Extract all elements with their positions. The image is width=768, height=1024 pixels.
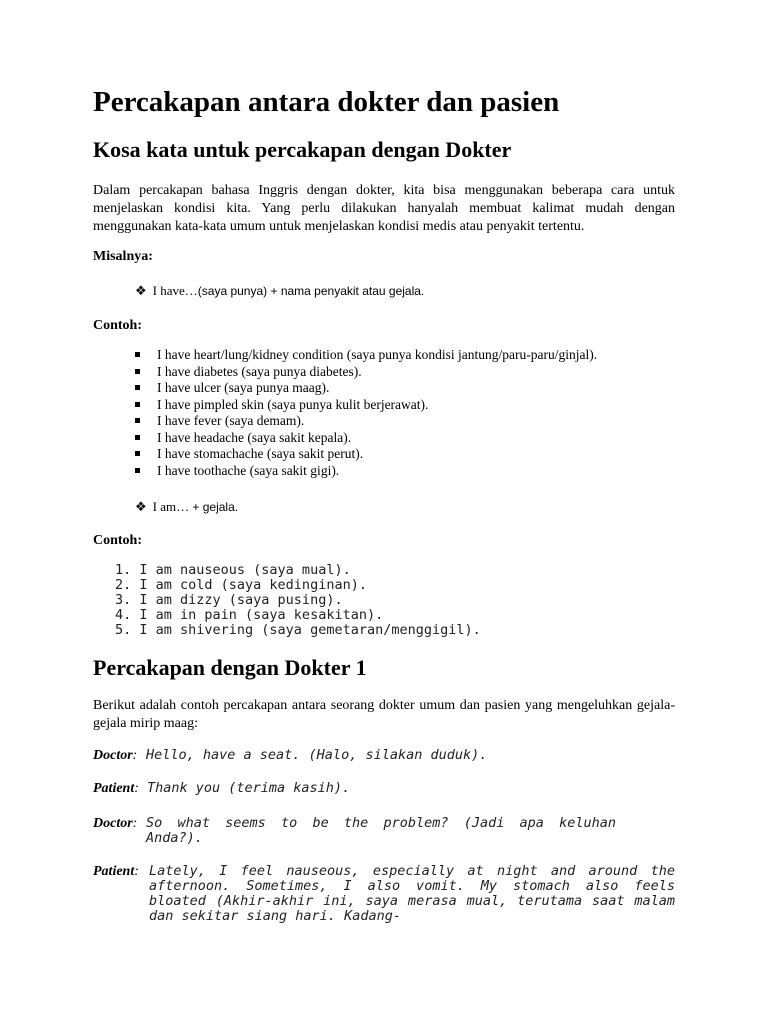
page-title: Percakapan antara dokter dan pasien [93, 86, 560, 118]
square-bullet-icon [135, 468, 140, 473]
dialogue-text: Hello, have a seat. (Halo, silakan duduk). [146, 747, 488, 763]
pattern-i-am [135, 499, 238, 515]
list-item: I have headache (saya sakit kepala). [135, 430, 597, 447]
square-bullet-icon [135, 402, 140, 407]
pattern-lead: I am… [152, 499, 190, 514]
list-item: I have pimpled skin (saya punya kulit berjerawat). [135, 397, 597, 414]
examples-list-i-am [115, 563, 481, 638]
examples-list-i-have [135, 347, 597, 479]
list-item: I have fever (saya demam). [135, 413, 597, 430]
square-bullet-icon [135, 352, 140, 357]
square-bullet-icon [135, 369, 140, 374]
contoh-label-2: Contoh: [93, 533, 143, 548]
misalnya-label: Misalnya: [93, 249, 153, 264]
list-item: I have diabetes (saya punya diabetes). [135, 364, 597, 381]
speaker-label: Doctor: [93, 816, 138, 831]
dialogue-text: So what seems to be the problem? (Jadi apa keluhan Anda?). [146, 815, 616, 846]
section-heading-conversation: Percakapan dengan Dokter 1 [93, 655, 367, 680]
pattern-rest: (saya punya) + nama penyakit atau gejala. [197, 284, 425, 298]
list-item: 4. I am in pain (saya kesakitan). [115, 607, 384, 623]
square-bullet-icon [135, 451, 140, 456]
pattern-lead: I have… [152, 283, 198, 298]
section-heading-vocabulary: Kosa kata untuk percakapan dengan Dokter [93, 137, 512, 162]
list-item: 1. I am nauseous (saya mual). [115, 562, 351, 578]
list-item: 5. I am shivering (saya gemetaran/menggigil). [115, 622, 481, 638]
pattern-rest: + gejala. [192, 500, 239, 514]
list-item: I have toothache (saya sakit gigi). [135, 463, 597, 480]
square-bullet-icon [135, 385, 140, 390]
speaker-label: Doctor: [93, 748, 138, 763]
list-item: 3. I am dizzy (saya pusing). [115, 592, 343, 608]
list-item: I have stomachache (saya sakit perut). [135, 446, 597, 463]
square-bullet-icon [135, 418, 140, 423]
square-bullet-icon [135, 435, 140, 440]
diamond-bullet-icon: ❖ [135, 283, 147, 298]
dialogue-text: Thank you (terima kasih). [147, 780, 351, 796]
intro-paragraph: Dalam percakapan bahasa Inggris dengan dokter, kita bisa menggunakan beberapa cara untuk menjelaskan kondisi kita. Yang perlu dilakukan hanyalah membuat kalimat mudah dengan menggunakan kata-kata umum untuk menjelaskan kondisi medis atau penyakit tertentu. [93, 183, 675, 234]
list-item: I have ulcer (saya punya maag). [135, 380, 597, 397]
conversation-intro: Berikut adalah contoh percakapan antara seorang dokter umum dan pasien yang mengeluhkan gejala-gejala mirip maag: [93, 698, 675, 731]
contoh-label-1: Contoh: [93, 318, 143, 333]
list-item: I have heart/lung/kidney condition (saya punya kondisi jantung/paru-paru/ginjal). [135, 347, 597, 364]
diamond-bullet-icon: ❖ [135, 499, 147, 514]
pattern-i-have [135, 283, 424, 299]
list-item: 2. I am cold (saya kedinginan). [115, 577, 367, 593]
speaker-label: Patient: [93, 864, 139, 879]
dialogue-text: Lately, I feel nauseous, especially at night and around the afternoon. Sometimes, I also vomit. My stomach also feels bloated (Akhir-akhir ini, saya merasa mual, terutama saat malam dan sekitar siang hari. Kadang- [149, 863, 675, 924]
speaker-label: Patient: [93, 781, 139, 796]
